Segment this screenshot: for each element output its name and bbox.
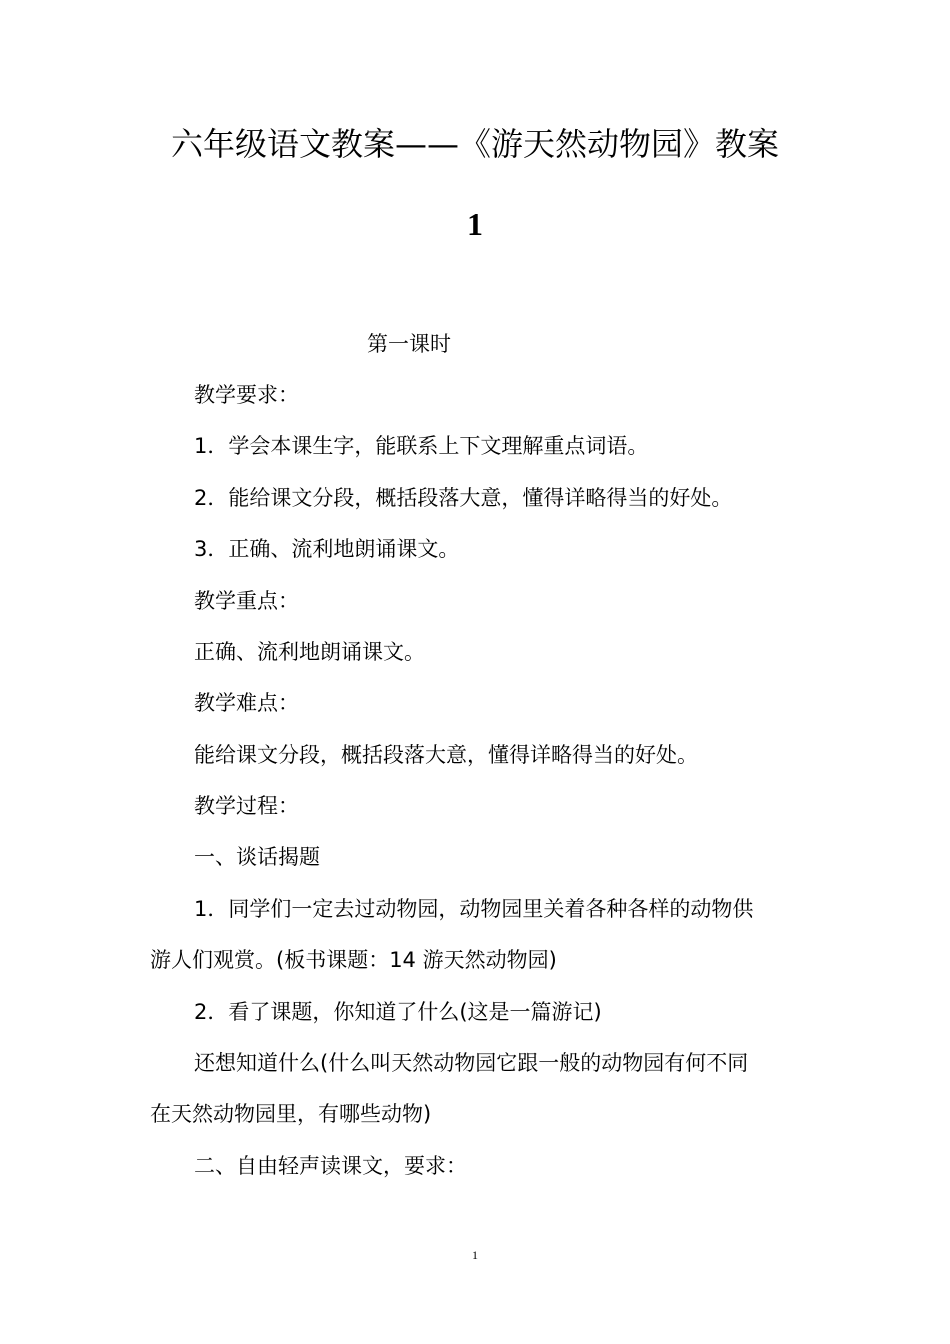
difficulty-text: 能给课文分段，概括段落大意，懂得详略得当的好处。 [194,743,698,767]
key-point-text: 正确、流利地朗诵课文。 [194,640,425,664]
requirement-item-2: 2．能给课文分段，概括段落大意，懂得详略得当的好处。 [194,486,733,510]
step-1-item-3-line-1: 还想知道什么(什么叫天然动物园它跟一般的动物园有何不同 [194,1051,749,1075]
requirement-item-1: 1．学会本课生字，能联系上下文理解重点词语。 [194,434,649,458]
key-point-heading: 教学重点： [194,589,299,613]
document-title: 六年级语文教案——《游天然动物园》教案 [170,125,779,163]
step-1-item-2: 2．看了课题，你知道了什么(这是一篇游记) [194,1000,602,1024]
step-1-item-1-line-2: 游人们观赏。(板书课题：14 游天然动物园) [150,948,557,972]
document-title-continuation: 1 [467,206,483,242]
lesson-subtitle: 第一课时 [367,332,451,356]
difficulty-heading: 教学难点： [194,691,299,715]
step-1-heading: 一、谈话揭题 [194,845,320,869]
page-number: 1 [472,1248,478,1262]
step-2-heading: 二、自由轻声读课文，要求： [194,1154,467,1178]
process-heading: 教学过程： [194,794,299,818]
requirements-heading: 教学要求： [194,383,299,407]
step-1-item-3-line-2: 在天然动物园里，有哪些动物) [150,1102,432,1126]
step-1-item-1-line-1: 1．同学们一定去过动物园，动物园里关着各种各样的动物供 [194,897,754,921]
requirement-item-3: 3．正确、流利地朗诵课文。 [194,537,460,561]
